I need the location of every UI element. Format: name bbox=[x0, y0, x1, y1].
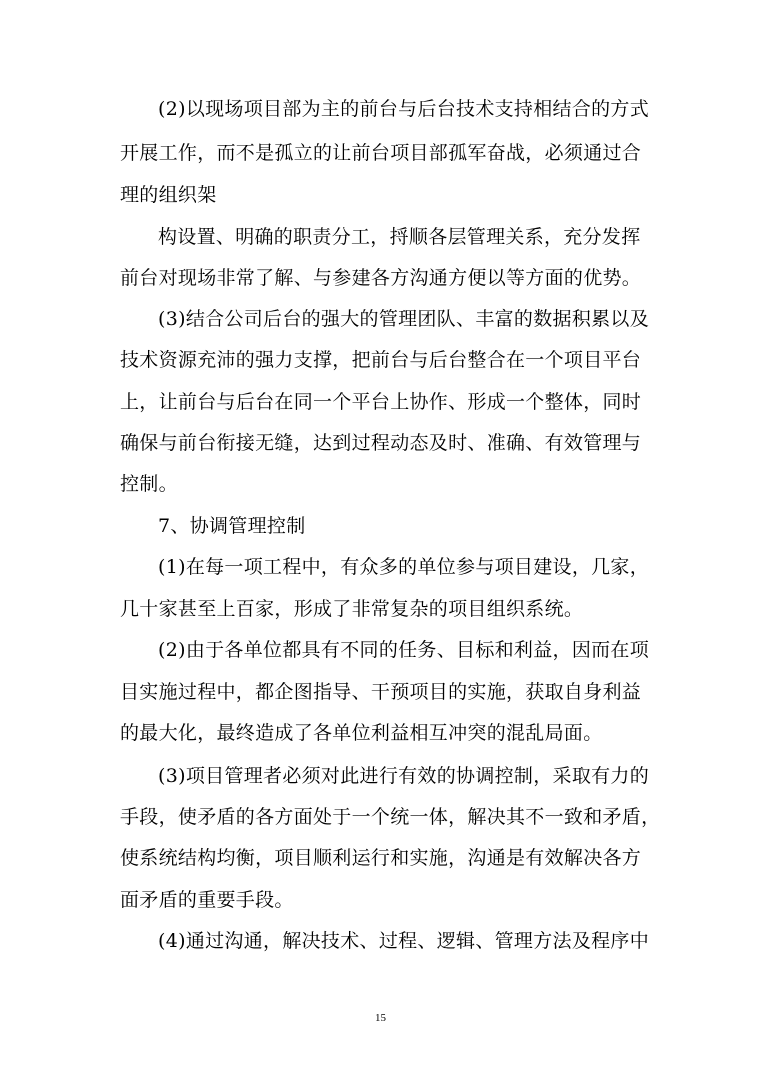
text-line: 上，让前台与后台在同一个平台上协作、形成一个整体，同时 bbox=[120, 391, 642, 413]
text-line: 的最大化，最终造成了各单位利益相互冲突的混乱局面。 bbox=[120, 722, 603, 744]
text-line: (3)项目管理者必须对此进行有效的协调控制，采取有力的 bbox=[158, 765, 650, 787]
text-line: 技术资源充沛的强力支撑，把前台与后台整合在一个项目平台 bbox=[120, 349, 642, 371]
text-line: (4)通过沟通，解决技术、过程、逻辑、管理方法及程序中 bbox=[158, 930, 650, 952]
text-line: 使系统结构均衡，项目顺利运行和实施，沟通是有效解决各方 bbox=[120, 847, 642, 869]
text-line: 面矛盾的重要手段。 bbox=[120, 889, 294, 911]
text-line: (1)在每一项工程中，有众多的单位参与项目建设，几家， bbox=[158, 556, 650, 578]
text-line: 理的组织架 bbox=[120, 184, 217, 206]
text-line: (3)结合公司后台的强大的管理团队、丰富的数据积累以及 bbox=[158, 308, 650, 330]
text-line: 确保与前台衔接无缝，达到过程动态及时、准确、有效管理与 bbox=[120, 432, 642, 454]
text-line: 目实施过程中，都企图指导、干预项目的实施，获取自身利益 bbox=[120, 681, 642, 703]
text-line: (2)由于各单位都具有不同的任务、目标和利益，因而在项 bbox=[158, 639, 650, 661]
text-line: 开展工作，而不是孤立的让前台项目部孤军奋战，必须通过合 bbox=[120, 142, 642, 164]
text-line: 前台对现场非常了解、与参建各方沟通方便以等方面的优势。 bbox=[120, 267, 642, 289]
page-number: 15 bbox=[375, 1012, 386, 1024]
text-line: (2)以现场项目部为主的前台与后台技术支持相结合的方式 bbox=[158, 98, 650, 120]
text-line: 控制。 bbox=[120, 473, 178, 495]
text-line: 构设置、明确的职责分工，捋顺各层管理关系，充分发挥 bbox=[158, 226, 641, 248]
section-heading: 7、协调管理控制 bbox=[158, 515, 306, 537]
text-line: 手段，使矛盾的各方面处于一个统一体，解决其不一致和矛盾， bbox=[120, 806, 661, 828]
text-line: 几十家甚至上百家，形成了非常复杂的项目组织系统。 bbox=[120, 598, 584, 620]
